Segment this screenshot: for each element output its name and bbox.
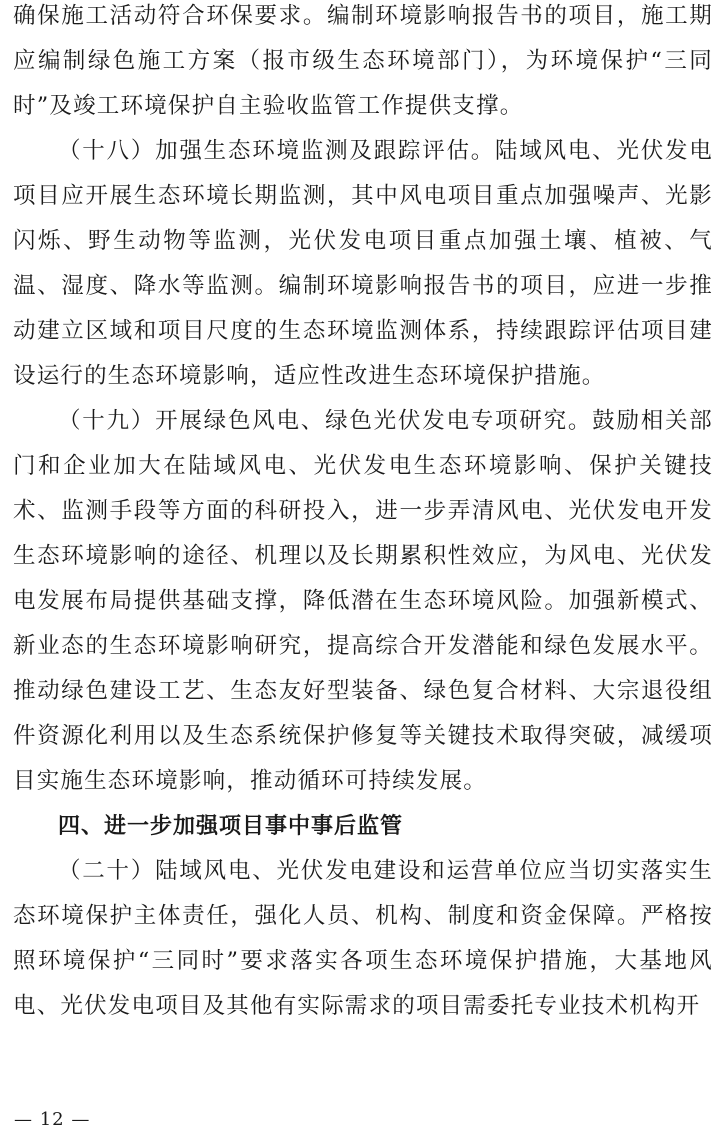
paragraph-18: （十八）加强生态环境监测及跟踪评估。陆域风电、光伏发电项目应开展生态环境长期监测，其中风电项目重点加强噪声、光影闪烁、野生动物等监测，光伏发电项目重点加强土壤、植被、气温、湿度、降水等监测。编制环境影响报告书的项目，应进一步推动建立区域和项目尺度的生态环境监测体系，持续跟踪评估项目建设运行的生态环境影响，适应性改进生态环境保护措施。	[13, 138, 713, 389]
page-number: — 12 —	[14, 1109, 91, 1130]
paragraph-20: （二十）陆域风电、光伏发电建设和运营单位应当切实落实生态环境保护主体责任，强化人员、机构、制度和资金保障。严格按照环境保护“三同时”要求落实各项生态环境保护措施，大基地风电、光伏发电项目及其他有实际需求的项目需委托专业技术机构开	[13, 858, 713, 1019]
document-body	[13, 0, 713, 1029]
paragraph-continuation: 确保施工活动符合环保要求。编制环境影响报告书的项目，施工期应编制绿色施工方案（报市级生态环境部门），为环境保护“三同时”及竣工环境保护自主验收监管工作提供支撑。	[13, 3, 713, 119]
paragraph-19: （十九）开展绿色风电、绿色光伏发电专项研究。鼓励相关部门和企业加大在陆域风电、光伏发电生态环境影响、保护关键技术、监测手段等方面的科研投入，进一步弄清风电、光伏发电开发生态环境影响的途径、机理以及长期累积性效应，为风电、光伏发电发展布局提供基础支撑，降低潜在生态环境风险。加强新模式、新业态的生态环境影响研究，提高综合开发潜能和绿色发展水平。推动绿色建设工艺、生态友好型装备、绿色复合材料、大宗退役组件资源化利用以及生态系统保护修复等关键技术取得突破，减缓项目实施生态环境影响，推动循环可持续发展。	[13, 408, 713, 794]
section-heading-4: 四、进一步加强项目事中事后监管	[58, 814, 404, 839]
